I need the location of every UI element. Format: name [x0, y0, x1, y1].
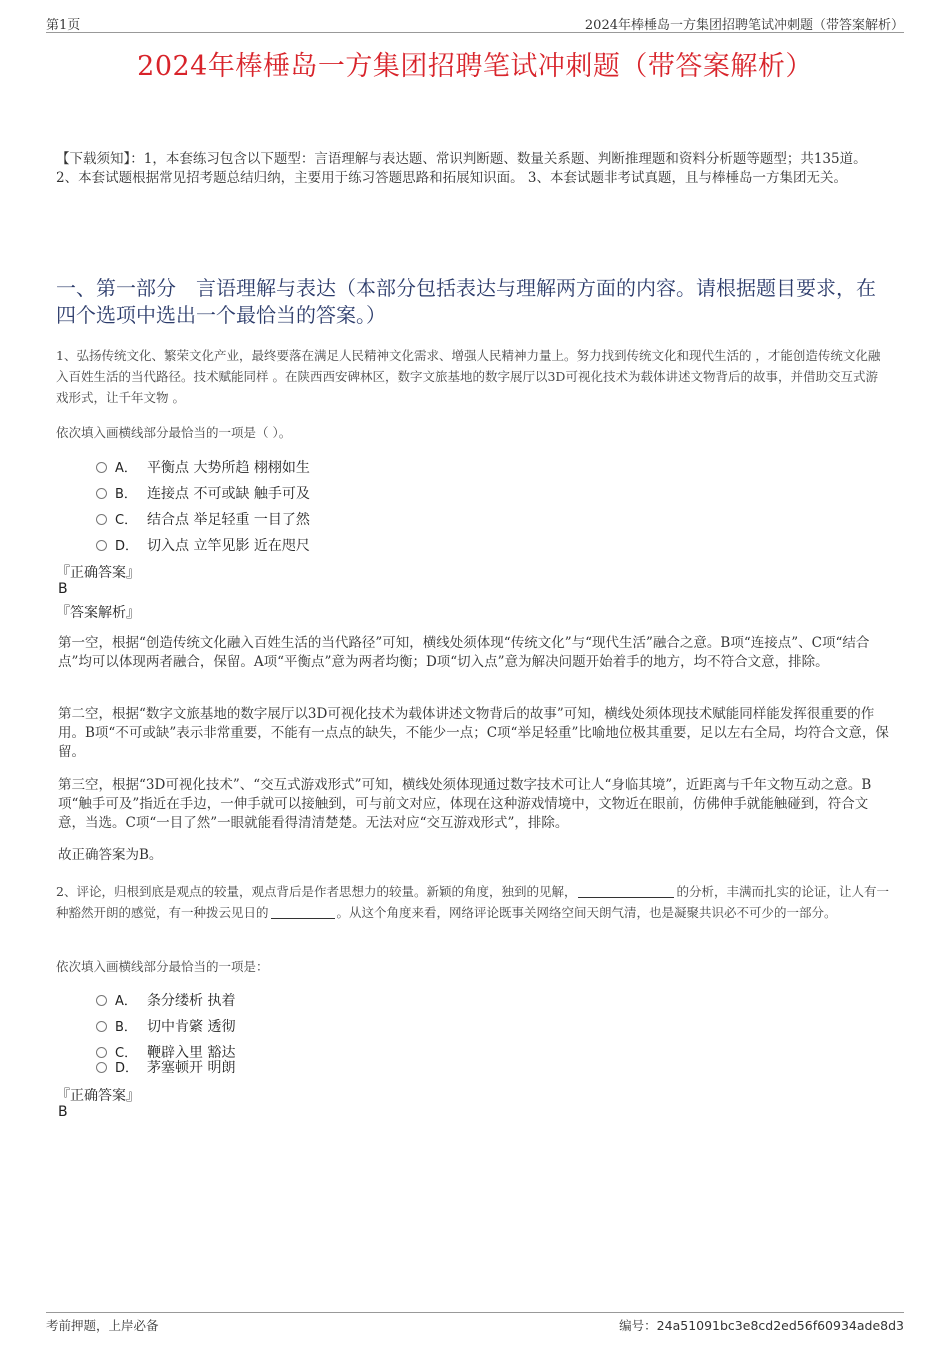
q1-answer: B	[58, 581, 68, 597]
q2-answer: B	[58, 1104, 68, 1120]
q1-analysis-label: 『答案解析』	[56, 605, 140, 621]
header-doc-title: 2024年棒棰岛一方集团招聘笔试冲刺题（带答案解析）	[584, 18, 904, 33]
radio-icon[interactable]	[96, 1062, 107, 1073]
q2-option-c[interactable]: C． 鞭辟入里 豁达	[96, 1042, 235, 1062]
page-number: 第1页	[46, 18, 81, 33]
q1-analysis-para-2: 第二空，根据“数字文旅基地的数字展厅以3D可视化技术为载体讲述文物背后的故事”可知，横线处须体现技术赋能同样能发挥很重要的作用。B项“不可或缺”表示非常重要，不能有一点点的缺失，不能少一点；C项“举足轻重”比喻地位极其重要，足以左右全局，均符合文意，保留。	[58, 706, 889, 760]
question-1-text: 1、弘扬传统文化、繁荣文化产业，最终要落在满足人民精神文化需求、增强人民精神力量上。努力找到传统文化和现代生活的 ，才能创造传统文化融入百姓生活的当代路径。技术赋能同样 。在陕西西安碑林区，数字文旅基地的数字展厅以3D可视化技术为载体讲述文物背后的故事，并借助交互式游戏形式，让千年文物 。	[56, 348, 881, 405]
question-2-prompt: 依次填入画横线部分最恰当的一项是：	[56, 959, 269, 974]
blank-line	[271, 905, 335, 919]
page-footer	[46, 1312, 904, 1333]
q1-option-d[interactable]: D． 切入点 立竿见影 近在咫尺	[96, 535, 310, 555]
q1-answer-label: 『正确答案』	[56, 565, 140, 581]
radio-icon[interactable]	[96, 540, 107, 551]
question-1-prompt: 依次填入画横线部分最恰当的一项是（ ）。	[56, 425, 292, 440]
q1-option-a[interactable]: A． 平衡点 大势所趋 栩栩如生	[96, 457, 310, 477]
page-header	[46, 14, 904, 33]
q2-option-b[interactable]: B． 切中肯綮 透彻	[96, 1016, 235, 1036]
section-heading: 一、第一部分 言语理解与表达（本部分包括表达与理解两方面的内容。请根据题目要求，在四个选项中选出一个最恰当的答案。）	[56, 276, 876, 327]
footer-code: 编号：24a51091bc3e8cd2ed56f60934ade8d3	[619, 1318, 904, 1333]
q1-analysis-conclusion: 故正确答案为B。	[58, 847, 163, 863]
q1-option-b[interactable]: B． 连接点 不可或缺 触手可及	[96, 483, 310, 503]
q1-option-c[interactable]: C． 结合点 举足轻重 一目了然	[96, 509, 310, 529]
q1-analysis-para-1: 第一空，根据“创造传统文化融入百姓生活的当代路径”可知，横线处须体现“传统文化”与“现代生活”融合之意。B项“连接点”、C项“结合点”均可以体现两者融合，保留。A项“平衡点”意为两者均衡；D项“切入点”意为解决问题开始着手的地方，均不符合文意，排除。	[58, 635, 870, 670]
radio-icon[interactable]	[96, 995, 107, 1006]
blank-line	[578, 884, 674, 898]
radio-icon[interactable]	[96, 1021, 107, 1032]
download-notice: 【下载须知】：1，本套练习包含以下题型：言语理解与表达题、常识判断题、数量关系题、判断推理题和资料分析题等题型；共135道。 2、本套试题根据常见招考题总结归纳，主要用于练习答题思路和拓展知识面。 3、本套试题非考试真题，且与棒棰岛一方集团无关。	[56, 151, 867, 186]
q2-option-a[interactable]: A． 条分缕析 执着	[96, 990, 235, 1010]
q2-answer-label: 『正确答案』	[56, 1088, 140, 1104]
radio-icon[interactable]	[96, 462, 107, 473]
question-2-text: 2、评论，归根到底是观点的较量，观点背后是作者思想力的较量。新颖的角度，独到的见解， 的分析，丰满而扎实的论证，让人有一种豁然开朗的感觉，有一种拨云见日的 。从这个角度来看，网络评论既事关网络空间天朗气清，也是凝聚共识必不可少的一部分。	[56, 884, 889, 920]
q1-analysis-para-3: 第三空，根据“3D可视化技术”、“交互式游戏形式”可知，横线处须体现通过数字技术可让人“身临其境”，近距离与千年文物互动之意。B项“触手可及”指近在手边，一伸手就可以接触到，可与前文对应，体现在这种游戏情境中，文物近在眼前，仿佛伸手就能触碰到，符合文意，当选。C项“一目了然”一眼就能看得清清楚楚。无法对应“交互游戏形式”，排除。	[58, 777, 872, 831]
q2-option-d[interactable]: D． 茅塞顿开 明朗	[96, 1057, 235, 1077]
radio-icon[interactable]	[96, 514, 107, 525]
radio-icon[interactable]	[96, 488, 107, 499]
footer-slogan: 考前押题，上岸必备	[46, 1318, 159, 1333]
page-title: 2024年棒棰岛一方集团招聘笔试冲刺题（带答案解析）	[137, 51, 813, 82]
